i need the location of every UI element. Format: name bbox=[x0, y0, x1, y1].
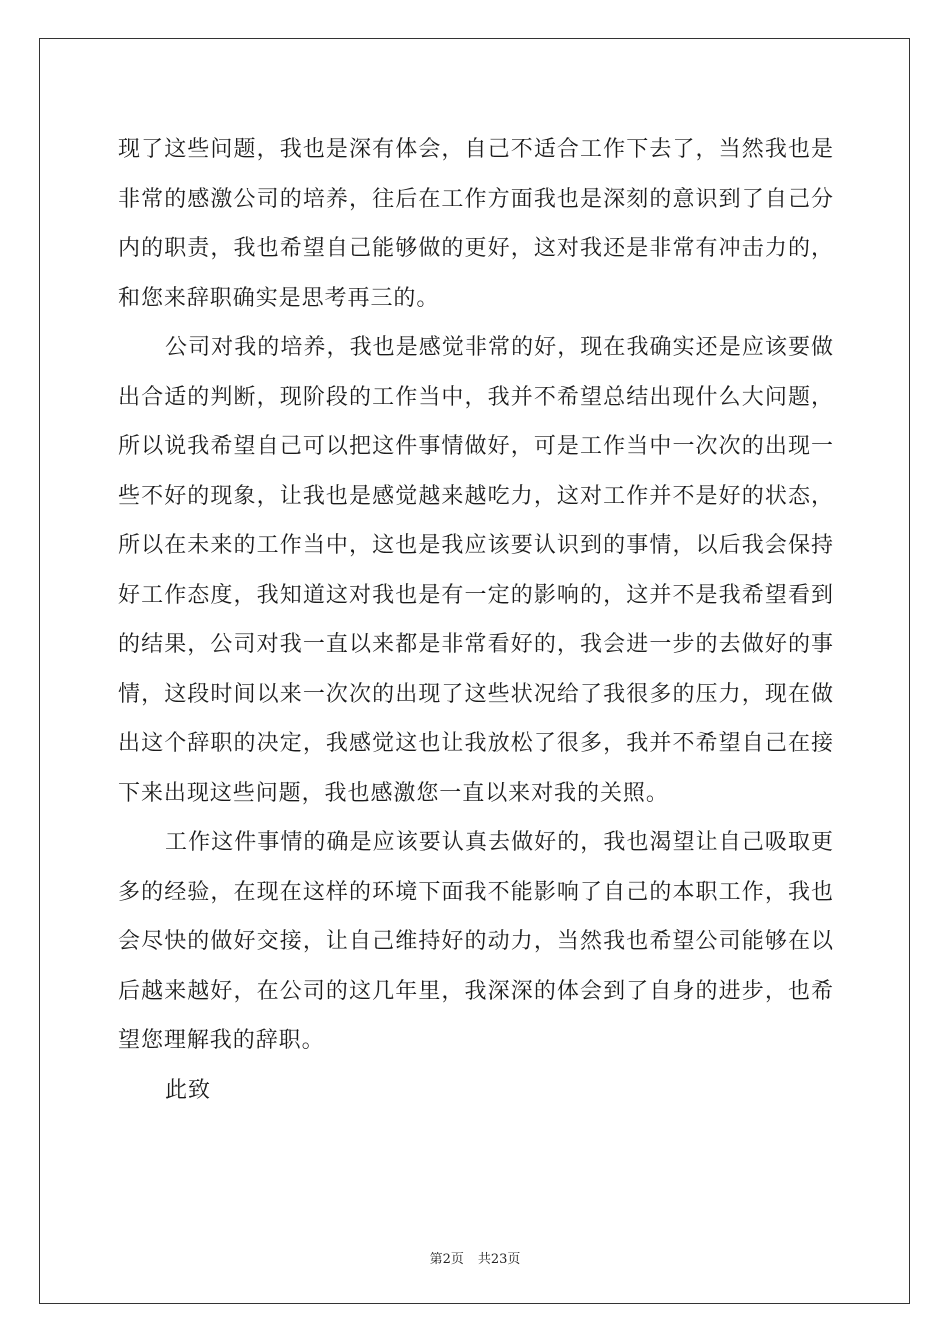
document-body bbox=[118, 125, 834, 1115]
page-number: 第2页 bbox=[429, 1252, 464, 1267]
paragraph-2: 公司对我的培养，我也是感觉非常的好，现在我确实还是应该要做出合适的判断，现阶段的工作当中，我并不希望总结出现什么大问题，所以说我希望自己可以把这件事情做好，可是工作当中一次次的出现一些不好的现象，让我也是感觉越来越吃力，这对工作并不是好的状态，所以在未来的工作当中，这也是我应该要认识到的事情，以后我会保持好工作态度，我知道这对我也是有一定的影响的，这并不是我希望看到的结果，公司对我一直以来都是非常看好的，我会进一步的去做好的事情，这段时间以来一次次的出现了这些状况给了我很多的压力，现在做出这个辞职的决定，我感觉这也让我放松了很多，我并不希望自己在接下来出现这些问题，我也感激您一直以来对我的关照。 bbox=[118, 335, 834, 806]
page-footer bbox=[0, 1248, 950, 1267]
closing-salutation: 此致 bbox=[165, 1077, 211, 1103]
paragraph-1: 现了这些问题，我也是深有体会，自己不适合工作下去了，当然我也是非常的感激公司的培养，往后在工作方面我也是深刻的意识到了自己分内的职责，我也希望自己能够做的更好，这对我还是非常有冲击力的，和您来辞职确实是思考再三的。 bbox=[118, 137, 834, 311]
total-pages: 共23页 bbox=[477, 1252, 521, 1267]
paragraph-3: 工作这件事情的确是应该要认真去做好的，我也渴望让自己吸取更多的经验，在现在这样的环境下面我不能影响了自己的本职工作，我也会尽快的做好交接，让自己维持好的动力，当然我也希望公司能够在以后越来越好，在公司的这几年里，我深深的体会到了自身的进步，也希望您理解我的辞职。 bbox=[118, 830, 834, 1053]
